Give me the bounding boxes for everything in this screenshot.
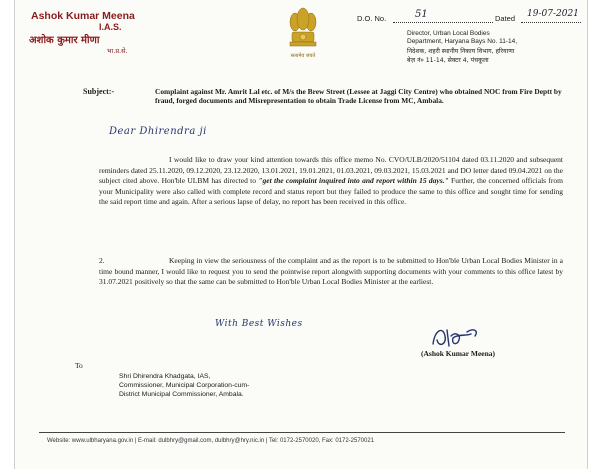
office-hindi-line1: निदेशक, शहरी स्थानीय निकाय विभाग, हरियाणा bbox=[407, 48, 515, 55]
subject-label: Subject:- bbox=[83, 87, 115, 96]
paragraph-1-rest: Further, the concerned officials from your Municipality were also called with complete record and status report but they failed to produce the same to this office and sought time for sending the said report time and again. After a serious lapse of delay, no report has been received in this office. bbox=[99, 176, 563, 206]
closing-remark: With Best Wishes bbox=[215, 319, 303, 329]
recipient-line-3: District Municipal Commissioner, Ambala. bbox=[119, 391, 244, 398]
sender-service-hindi: भा.प्र.से. bbox=[107, 47, 128, 55]
signature-icon bbox=[427, 322, 487, 352]
dated-value: 19-07-2021 bbox=[527, 9, 579, 19]
dated-label: Dated bbox=[495, 14, 516, 23]
paragraph-1-intro: I would like to draw your kind attention towards this office memo No. CVO/ULB/2020/51104 dated 03.11.2020 and subsequent reminders dated 25.11.2020, 09.12.2020, 23.12.2020, 13.01.2021, 19.01.2021, 01.03.2021, 09.03.2021, 15.03.2021 and DO letter dated 09.04.2021 on the subject cited above. Hon'ble ULBM has directed to bbox=[99, 155, 563, 185]
to-label: To bbox=[75, 361, 83, 370]
sender-service: I.A.S. bbox=[99, 22, 122, 32]
footer-contact: Website: www.ulbharyana.gov.in | E-mail: dulbhry@gmail.com, dulbhry@hry.nic.in | Tel: 0172-2570020, Fax: 0172-2570021 bbox=[47, 438, 375, 444]
signer-name: (Ashok Kumar Meena) bbox=[421, 349, 496, 358]
paragraph-2-text: Keeping in view the seriousness of the complaint and as the report is to be submitted to Hon'ble Urban Local Bodies Minister in a time bound manner, I would like to request you to send the pointwise report alongwith supporting documents with your comments to this office latest by 31.07.2021 positively so that the same can be submitted to Hon'ble Urban Local Bodies Minister at the earliest. bbox=[99, 256, 563, 286]
subject-text: Complaint against Mr. Amrit Lal etc. of M/s the Brew Street (Lessee at Jaggi City Centre) who obtained NOC from Fire Deptt by fraud, forged documents and Misrepresentation to obtain Trade License from MC, Ambala. bbox=[155, 87, 562, 106]
paragraph-2 bbox=[99, 256, 563, 288]
reference-row bbox=[357, 9, 581, 26]
letter-page bbox=[14, 0, 588, 469]
paragraph-1 bbox=[99, 155, 563, 208]
office-hindi-line2: बेज़ नं० 11-14, सेक्टर 4, पंचकूला bbox=[407, 57, 489, 64]
footer-divider bbox=[39, 432, 565, 433]
do-label: D.O. No. bbox=[357, 14, 387, 23]
salutation: Dear Dhirendra ji bbox=[109, 126, 207, 137]
do-number: 51 bbox=[415, 9, 428, 20]
svg-text:सत्यमेव जयते: सत्यमेव जयते bbox=[290, 53, 316, 59]
state-emblem-icon bbox=[285, 6, 321, 62]
office-designation: Director, Urban Local Bodies bbox=[407, 30, 490, 37]
office-department: Department, Haryana Bays No. 11-14, bbox=[407, 38, 518, 45]
paragraph-2-number: 2. bbox=[99, 256, 105, 265]
sender-name-hindi: अशोक कुमार मीणा bbox=[29, 35, 100, 46]
paragraph-1-emphasis: "get the complaint inquired into and report within 15 days." bbox=[258, 176, 449, 185]
recipient-line-2: Commissioner, Municipal Corporation-cum- bbox=[119, 382, 250, 389]
sender-name: Ashok Kumar Meena bbox=[31, 10, 135, 22]
recipient-line-1: Shri Dhirendra Khadgata, IAS, bbox=[119, 373, 211, 380]
